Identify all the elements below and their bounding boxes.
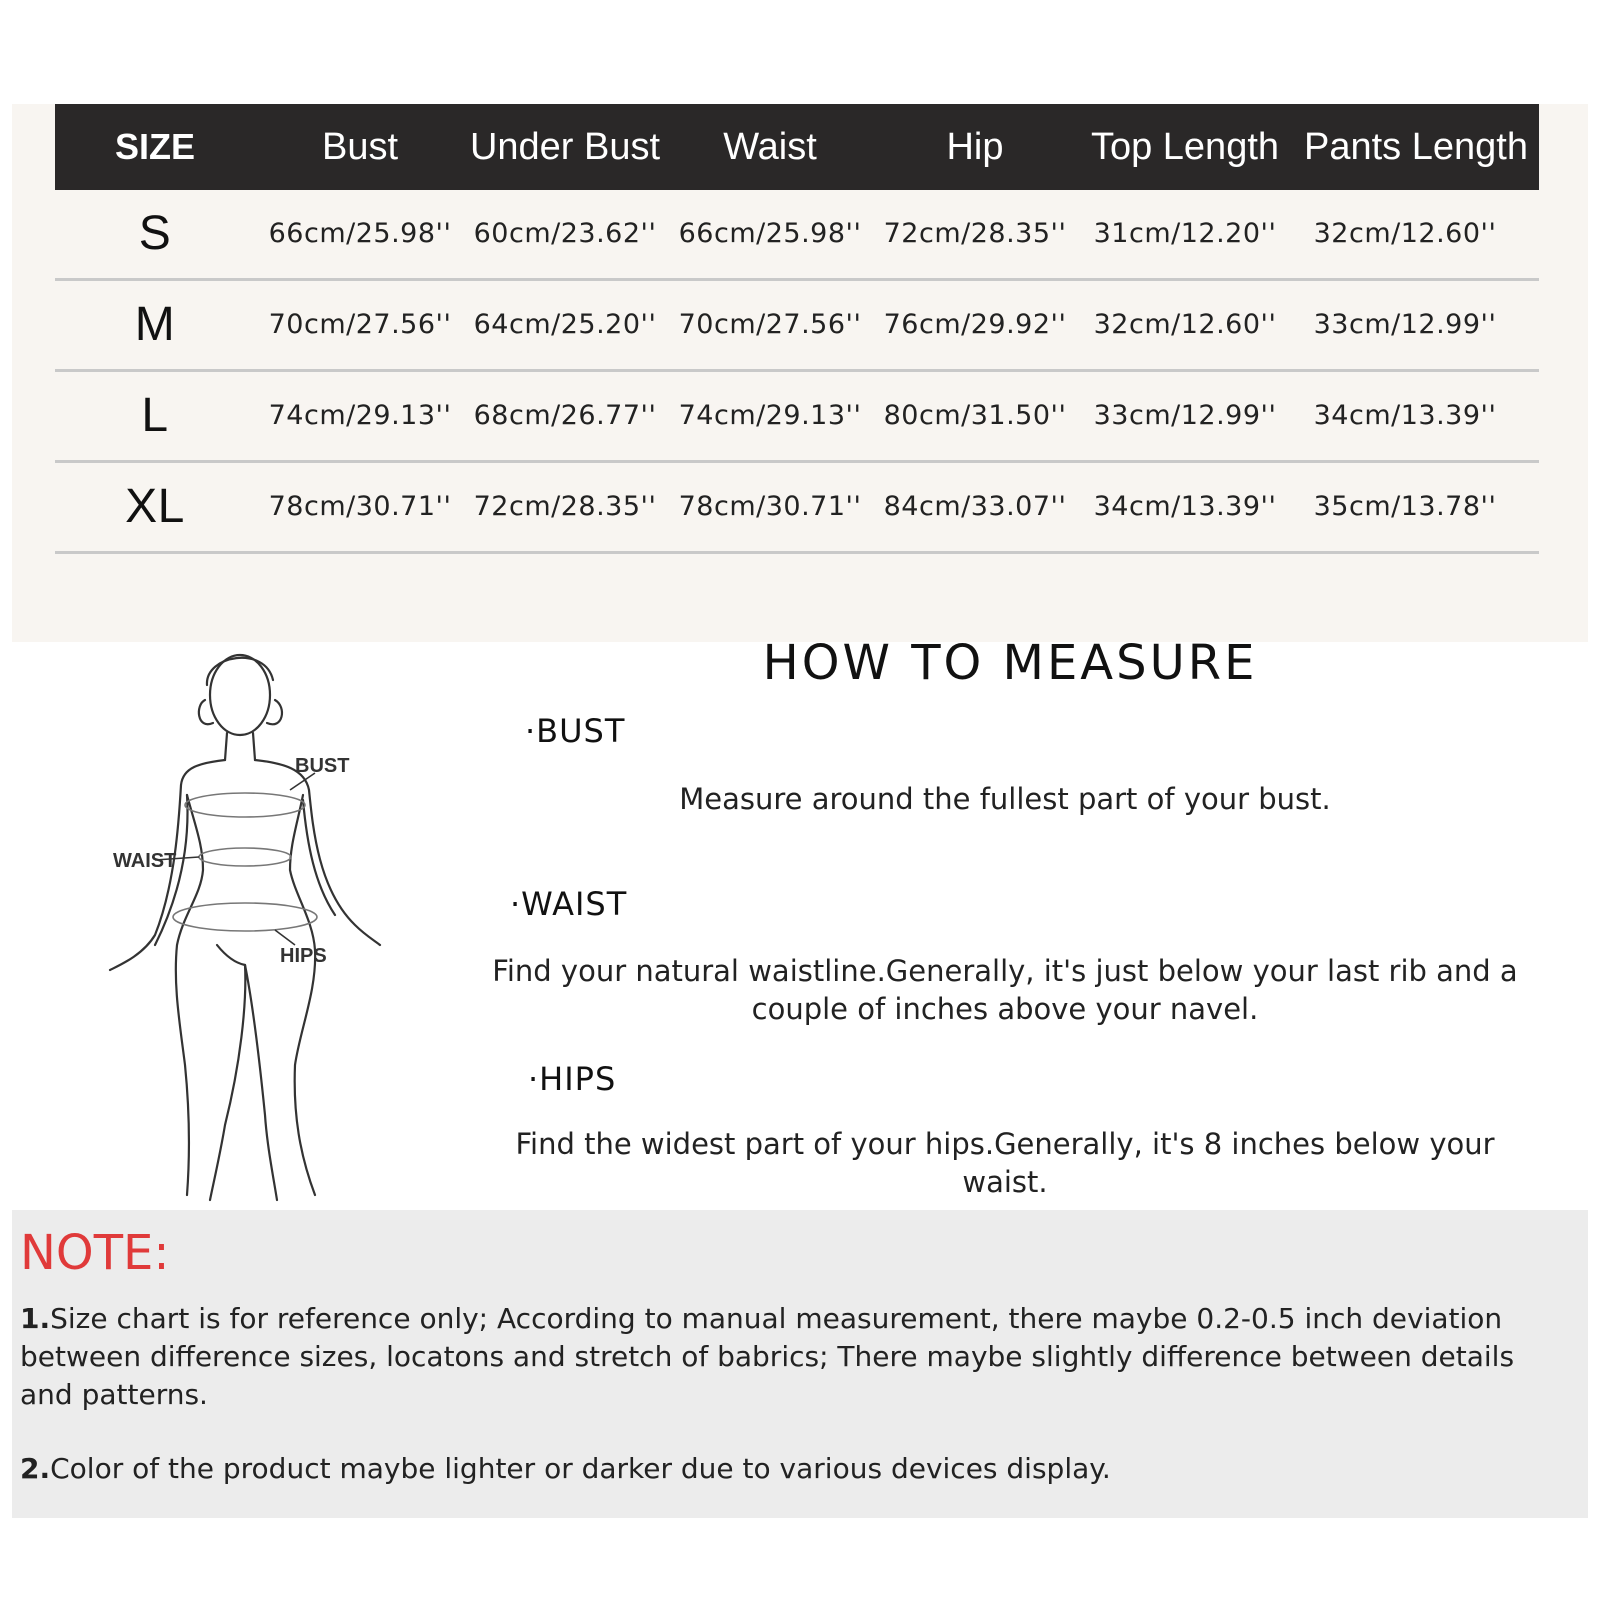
size-table-header [55,104,1539,190]
table-row [55,372,1539,463]
header-top-length: Top Length [1090,126,1280,168]
note-item-1-line3: and patterns. [20,1378,208,1411]
note-item-1-line2: between difference sizes, locatons and stretch of babrics; There maybe slightly difference between details [20,1340,1515,1373]
table-row [55,463,1539,554]
header-size: SIZE [114,126,195,167]
note-item-2 [20,1450,1580,1488]
hip-value: 76cm/29.92'' [883,309,1067,340]
pants-length-value: 35cm/13.78'' [1313,491,1497,522]
table-row [55,281,1539,372]
hip-value: 84cm/33.07'' [883,491,1067,522]
waist-value: 74cm/29.13'' [678,400,862,431]
note-text-line1: Color of the product maybe lighter or darker due to various devices display. [50,1452,1111,1485]
top-length-value: 33cm/12.99'' [1093,400,1277,431]
waist-heading: ·WAIST [510,885,628,923]
hips-heading: ·HIPS [528,1060,617,1098]
bust-value: 74cm/29.13'' [268,400,452,431]
note-item-1 [20,1300,1580,1338]
hip-value: 80cm/31.50'' [883,400,1067,431]
table-row [55,190,1539,281]
size-label: XL [125,480,185,533]
body-outline-icon [95,645,405,1205]
under-bust-value: 72cm/28.35'' [473,491,657,522]
how-to-measure-title: HOW TO MEASURE [762,635,1258,691]
body-figure-illustration [95,645,405,1205]
top-length-value: 31cm/12.20'' [1093,218,1277,249]
top-length-value: 34cm/13.39'' [1093,491,1277,522]
header-bust: Bust [321,126,399,168]
note-number: 2. [20,1452,51,1485]
waist-value: 78cm/30.71'' [678,491,862,522]
size-label: S [138,207,172,260]
pants-length-value: 32cm/12.60'' [1313,218,1497,249]
bust-value: 66cm/25.98'' [268,218,452,249]
waist-value: 70cm/27.56'' [678,309,862,340]
waist-instructions-line2: couple of inches above your navel. [751,992,1259,1026]
header-waist: Waist [723,126,817,168]
top-length-value: 32cm/12.60'' [1093,309,1277,340]
bust-heading: ·BUST [525,712,626,750]
hip-value: 72cm/28.35'' [883,218,1067,249]
figure-label-bust: BUST [295,755,350,777]
header-under-bust: Under Bust [469,126,661,168]
under-bust-value: 64cm/25.20'' [473,309,657,340]
hips-instructions: Find the widest part of your hips.Generally, it's 8 inches below your waist. [515,1127,1495,1199]
waist-instructions-line1: Find your natural waistline.Generally, it's just below your last rib and a [492,954,1518,988]
bust-value: 78cm/30.71'' [268,491,452,522]
note-text-line1: Size chart is for reference only; According to manual measurement, there maybe 0.2-0.5 inch deviation [50,1302,1503,1335]
figure-label-waist: WAIST [113,850,177,872]
pants-length-value: 34cm/13.39'' [1313,400,1497,431]
bust-value: 70cm/27.56'' [268,309,452,340]
header-hip: Hip [946,126,1004,168]
waist-value: 66cm/25.98'' [678,218,862,249]
note-title: NOTE: [20,1225,170,1281]
figure-label-hips: HIPS [280,945,327,967]
under-bust-value: 68cm/26.77'' [473,400,657,431]
bust-instructions: Measure around the fullest part of your bust. [679,782,1331,816]
size-label: L [141,389,169,442]
header-pants-length: Pants Length [1304,126,1528,168]
note-number: 1. [20,1302,51,1335]
size-label: M [134,298,176,351]
pants-length-value: 33cm/12.99'' [1313,309,1497,340]
under-bust-value: 60cm/23.62'' [473,218,657,249]
